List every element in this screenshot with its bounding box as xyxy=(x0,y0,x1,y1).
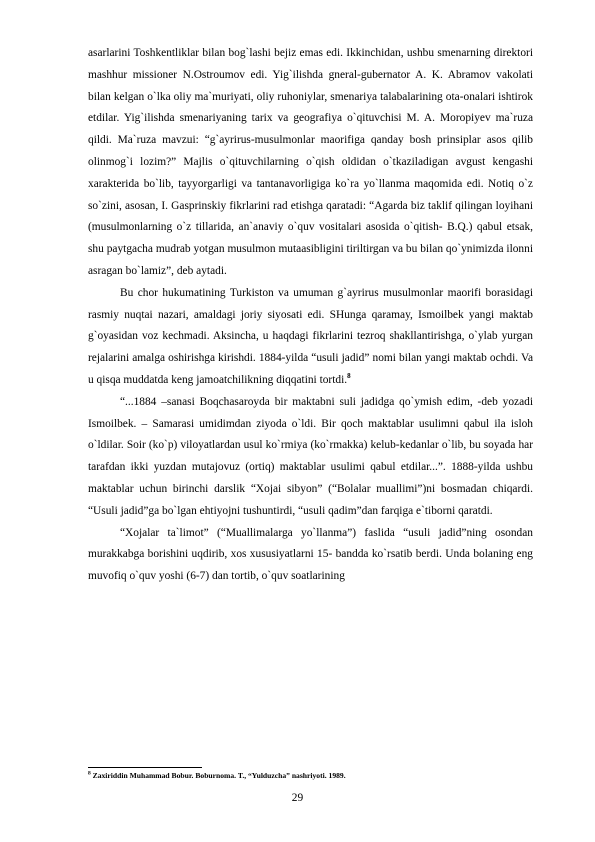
paragraph-4 xyxy=(88,523,533,588)
paragraph-3 xyxy=(88,392,533,523)
paragraph-1-text: asarlarini Toshkentliklar bilan bog`lashi bejiz emas edi. Ikkinchidan, ushbu smenarning direktori mashhur missioner N.Ostroumov edi. Yig`ilishda gneral-gubernator A. K. Abramov vakolati bilan kelgan o`lka oliy ma`muriyati, oliy ruhoniylar, smenariya talabalarining ota-onalari ishtirok etdilar. Yig`ilishda smenariyaning tarix va geografiya o`qituvchisi M. A. Moropiyev ma`ruza qildi. Ma`ruza mavzui: “g`ayrirus-musulmonlar maorifiga qanday bosh prinsiplar asos qilib olinmog`i lozim?” Majlis o`qituvchilarning o`qish oldidan o`tkaziladigan avgust kengashi xarakterida bo`lib, tayyorgarligi va tantanavorligiga ko`ra yo`llanma maqomida edi. Notiq o`z so`zini, asosan, I. Gasprinskiy fikrlarini rad etishga qaratadi: “Agarda biz taklif qilingan loyihani (musulmonlarning o`z tillarida, an`anaviy o`quv vositalari asosida o`qitish- B.Q.) qabul etsak, shu paytgacha mudrab yotgan musulmon mutaasibligini tiriltirgan va bu bilan qo`ynimizda ilonni asragan bo`lamiz”, deb aytadi. xyxy=(88,47,533,277)
footnote-number: 8 xyxy=(88,770,91,777)
footnote-text: Zaxiriddin Muhammad Bobur. Boburnoma. T., “Yulduzcha” nashriyoti. 1989. xyxy=(90,771,346,780)
page-body xyxy=(88,43,533,588)
footnote-reference[interactable]: 8 xyxy=(347,372,351,381)
paragraph-2-text: Bu chor hukumatining Turkiston va umuman g`ayrirus musulmonlar maorifi borasidagi rasmiy nuqtai nazari, amaldagi joriy siyosati edi. SHunga qaramay, Ismoilbek yangi maktab g`oyasidan voz kechmadi. Aksincha, u haqdagi fikrlarini tezroq shakllantirishga, o`ylab yurgan rejalarini amalga oshirishga kirishdi. 1884-yilda “usuli jadid” nomi bilan yangi maktab ochdi. Va u qisqa muddatda keng jamoatchilikning diqqatini tortdi. xyxy=(88,286,533,386)
footnote-divider xyxy=(88,767,202,768)
paragraph-2 xyxy=(88,283,533,392)
footnote xyxy=(88,771,533,781)
paragraph-1 xyxy=(88,43,533,283)
paragraph-3-text: “...1884 –sanasi Boqchasaroyda bir maktabni suli jadidga qo`ymish edim, -deb yozadi Ismoilbek. – Samarasi umidimdan ziyoda o`ldi. Bir qoch maktablar usulimni qabul ila isloh o`ldilar. Soir (ko`p) viloyatlardan usul ko`rmiya (ko`rmakka) kelub-kedanlar o`lib, bu soyada har tarafdan ikki yuzdan mutajovuz (ortiq) maktablar usulimi qabul etdilar...”. 1888-yilda ushbu maktablar uchun birinchi darslik “Xojai sibyon” (“Bolalar muallimi”)ni bosmadan chiqardi. “Usuli jadid”ga bo`lgan ehtiyojni tushuntirdi, “usuli qadim”dan farqiga e`tiborni qaratdi. xyxy=(88,395,533,517)
paragraph-4-text: “Xojalar ta`limot” (“Muallimalarga yo`llanma”) faslida “usuli jadid”ning osondan murakkabga borishini uqdirib, xos xususiyatlarni 15- bandda ko`rsatib berdi. Unda bolaning eng muvofiq o`quv yoshi (6-7) dan tortib, o`quv soatlarining xyxy=(88,526,533,583)
page-number: 29 xyxy=(291,792,304,804)
